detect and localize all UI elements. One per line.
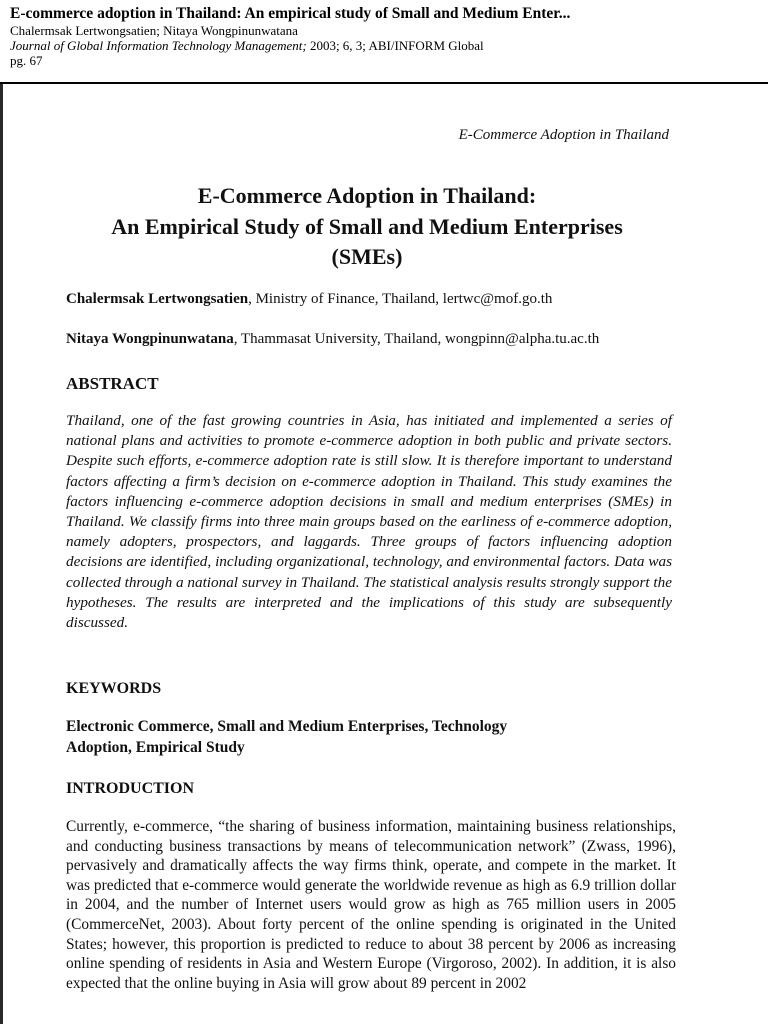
author-2 — [66, 331, 599, 348]
abstract-text: Thailand, one of the fast growing countries in Asia, has initiated and implemented a series of national plans and activities to promote e-commerce adoption in both public and private sectors. Despite such efforts, e-commerce adoption rate is still slow. It is therefore important to understand factors affecting a firm’s decision on e-commerce adoption in Thailand. This study examines the factors influencing e-commerce adoption decisions in small and medium enterprises (SMEs) in Thailand. We classify firms into three main groups based on the earliness of e-commerce adoption, namely adopters, prospectors, and laggards. Three groups of factors influencing adoption decisions are identified, including organizational, technology, and environmental factors. Data was collected through a national survey in Thailand. The statistical analysis results strongly support the hypotheses. The results are interpreted and the implications of this study are subsequently discussed. — [66, 412, 672, 632]
citation-title: E-commerce adoption in Thailand: An empirical study of Small and Medium Enter... — [10, 5, 571, 22]
citation-header — [10, 4, 760, 68]
author-2-name: Nitaya Wongpinunwatana — [66, 331, 234, 347]
keywords-line-2: Adoption, Empirical Study — [66, 739, 245, 756]
scan-edge — [0, 84, 3, 1024]
paper-title-line-2: An Empirical Study of Small and Medium Enterprises — [111, 213, 623, 239]
introduction-text: Currently, e-commerce, “the sharing of business information, maintaining business relationships, and conducting business transactions by means of telecommunication network” (Zwass, 1996), pervasively and dramatically affects the way firms think, operate, and compete in the market. It was predicted that e-commerce would generate the worldwide revenue as high as 6.9 trillion dollar in 2004, and the number of Internet users would grow as high as 765 million users in 2005 (CommerceNet, 2003). About forty percent of the online spending is originated in the United States; however, this proportion is predicted to reduce to about 38 percent by 2006 as increasing online spending of residents in Asia and Western Europe (Virgoroso, 2002). In addition, it is also expected that the online buying in Asia will grow about 89 percent in 2002 — [66, 818, 676, 992]
paper-title-line-3: (SMEs) — [331, 244, 403, 269]
author-1-name: Chalermsak Lertwongsatien — [66, 291, 249, 307]
author-1 — [66, 291, 552, 308]
abstract-heading: ABSTRACT — [66, 374, 159, 393]
paper-title-line-1: E-Commerce Adoption in Thailand: — [197, 183, 537, 208]
author-2-affiliation: , Thammasat University, Thailand, wongpinn@alpha.tu.ac.th — [233, 331, 600, 347]
keywords-heading: KEYWORDS — [66, 680, 162, 697]
author-1-affiliation: , Ministry of Finance, Thailand, lertwc@mof.go.th — [248, 291, 553, 307]
header-divider — [0, 82, 768, 84]
keywords-line-1: Electronic Commerce, Small and Medium Enterprises, Technology — [66, 718, 508, 735]
citation-page: pg. 67 — [10, 53, 43, 68]
keywords-list — [66, 716, 626, 758]
citation-journal: Journal of Global Information Technology Management; — [10, 38, 307, 53]
running-head: E-Commerce Adoption in Thailand — [458, 127, 669, 143]
citation-details: 2003; 6, 3; ABI/INFORM Global — [306, 38, 484, 53]
citation-source — [10, 38, 760, 53]
citation-authors: Chalermsak Lertwongsatien; Nitaya Wongpinunwatana — [10, 23, 298, 38]
paper-title — [50, 181, 684, 273]
introduction-heading: INTRODUCTION — [66, 780, 195, 797]
